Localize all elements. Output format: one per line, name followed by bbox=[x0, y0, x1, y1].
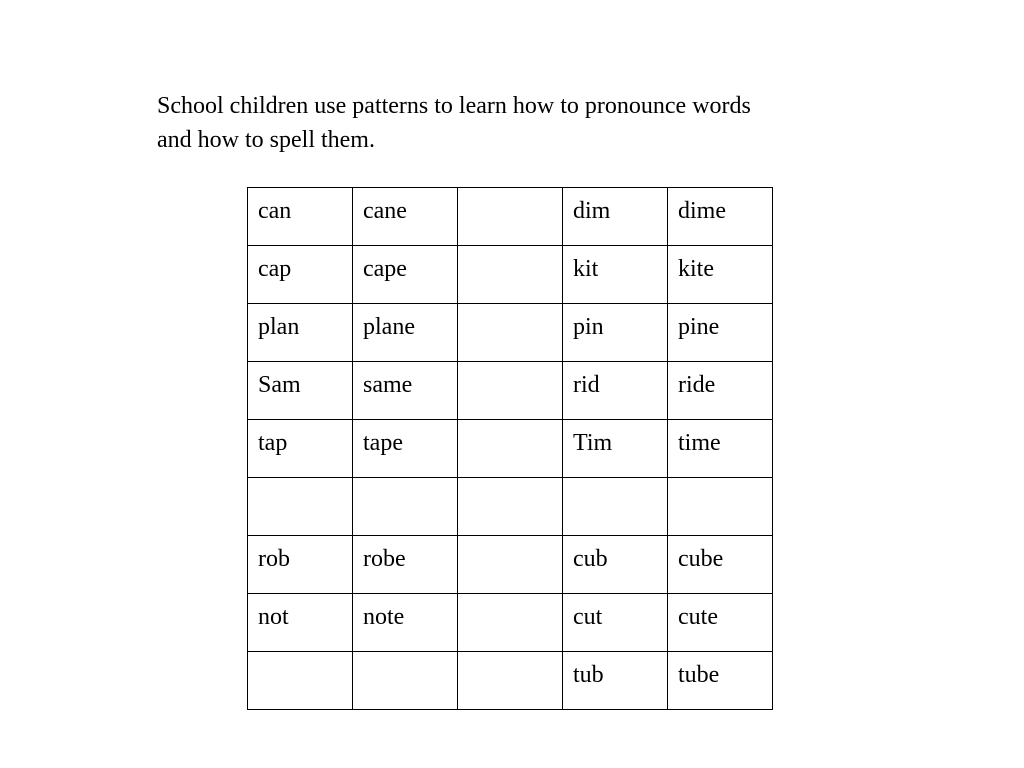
word-pattern-table bbox=[247, 187, 773, 710]
table-cell: plan bbox=[248, 304, 353, 362]
table-cell bbox=[668, 478, 773, 536]
table-cell: note bbox=[353, 594, 458, 652]
table-cell: cub bbox=[563, 536, 668, 594]
table-cell: robe bbox=[353, 536, 458, 594]
table-cell bbox=[248, 652, 353, 710]
table-cell: Sam bbox=[248, 362, 353, 420]
table-row bbox=[248, 304, 773, 362]
table-cell: dime bbox=[668, 188, 773, 246]
table-cell: same bbox=[353, 362, 458, 420]
table-cell bbox=[458, 594, 563, 652]
table-cell: can bbox=[248, 188, 353, 246]
table-cell: cut bbox=[563, 594, 668, 652]
table-cell bbox=[458, 246, 563, 304]
table-cell: pin bbox=[563, 304, 668, 362]
table-cell bbox=[563, 478, 668, 536]
table-cell: not bbox=[248, 594, 353, 652]
table-cell bbox=[458, 362, 563, 420]
table-cell: tube bbox=[668, 652, 773, 710]
table-row bbox=[248, 478, 773, 536]
table-cell: ride bbox=[668, 362, 773, 420]
table-cell bbox=[458, 536, 563, 594]
table-cell: time bbox=[668, 420, 773, 478]
intro-line-1: School children use patterns to learn how to pronounce words bbox=[157, 93, 751, 119]
table-row bbox=[248, 246, 773, 304]
table-row bbox=[248, 362, 773, 420]
table-cell: cube bbox=[668, 536, 773, 594]
table-cell: tap bbox=[248, 420, 353, 478]
table-cell: rid bbox=[563, 362, 668, 420]
table-cell: plane bbox=[353, 304, 458, 362]
table-row bbox=[248, 594, 773, 652]
table-cell bbox=[353, 652, 458, 710]
table-cell: kit bbox=[563, 246, 668, 304]
table-cell: pine bbox=[668, 304, 773, 362]
table-cell bbox=[458, 304, 563, 362]
intro-line-2: and how to spell them. bbox=[157, 127, 375, 153]
table-cell: Tim bbox=[563, 420, 668, 478]
table-cell: cute bbox=[668, 594, 773, 652]
table-cell: rob bbox=[248, 536, 353, 594]
table-row bbox=[248, 536, 773, 594]
table-cell bbox=[248, 478, 353, 536]
table-row bbox=[248, 188, 773, 246]
table-cell: cane bbox=[353, 188, 458, 246]
table-cell bbox=[458, 478, 563, 536]
table-cell: dim bbox=[563, 188, 668, 246]
table-cell: tub bbox=[563, 652, 668, 710]
table-cell: kite bbox=[668, 246, 773, 304]
table-cell: tape bbox=[353, 420, 458, 478]
table-row bbox=[248, 652, 773, 710]
table-cell bbox=[458, 188, 563, 246]
table-cell bbox=[458, 652, 563, 710]
table-cell bbox=[353, 478, 458, 536]
table-cell bbox=[458, 420, 563, 478]
intro-text bbox=[157, 89, 877, 157]
table-cell: cape bbox=[353, 246, 458, 304]
table-cell: cap bbox=[248, 246, 353, 304]
table-row bbox=[248, 420, 773, 478]
